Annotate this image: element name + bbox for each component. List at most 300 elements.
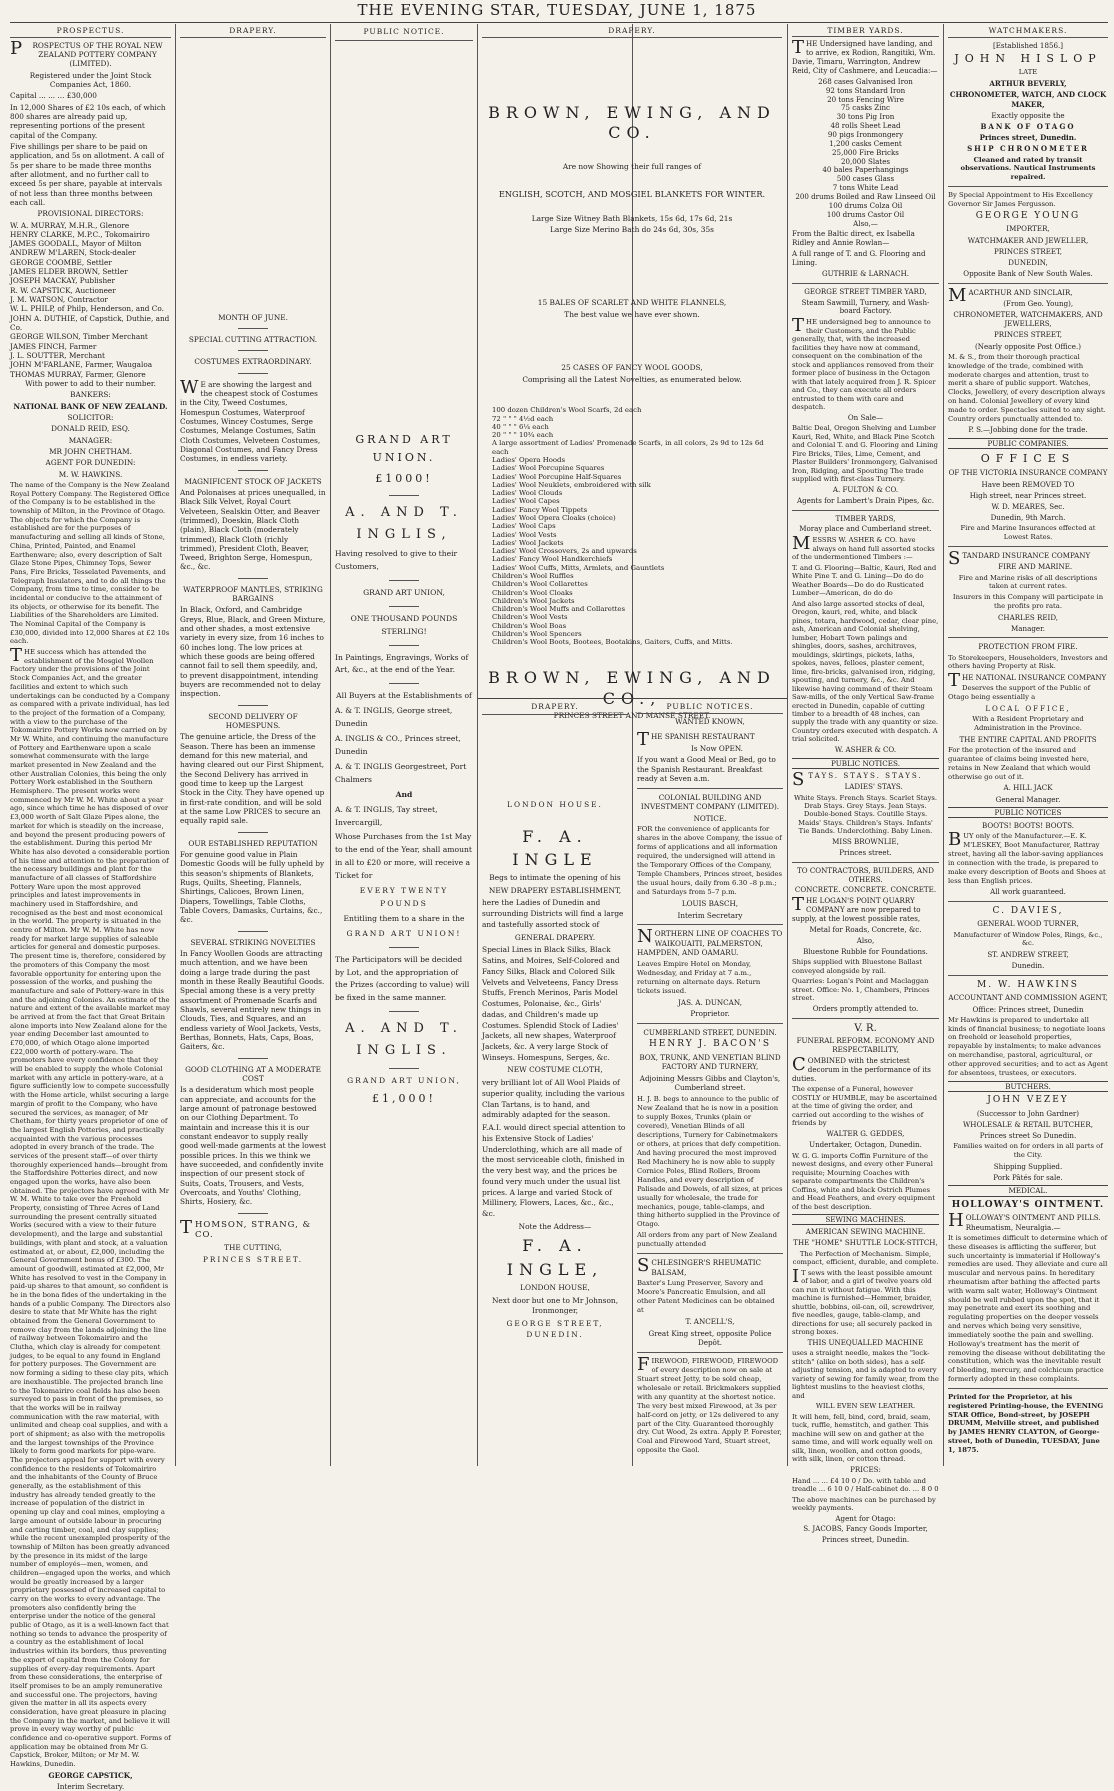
list-item: 20 tons Fencing Wire — [827, 94, 904, 104]
ad-body: (Successor to John Gardner) — [976, 1108, 1080, 1118]
signature: GUTHRIE & LARNACH. — [821, 268, 910, 278]
ad-heading: WILL EVEN SEW LEATHER. — [815, 1402, 916, 1411]
ad-body: The best value we have ever shown. — [564, 309, 700, 319]
ad-body: Mr Hawkins is prepared to undertake all kinds of financial business; to negotiate loans on freehold or leasehold properties, repayable by instalments; to make advances on merchandise, pastoral, agricultural, or other approved securities; and to act as Agent for absentees, trustees, or executors. — [948, 1015, 1108, 1077]
ad-heading: OF THE VICTORIA INSURANCE COMPANY — [948, 468, 1108, 478]
ad-body: In Fancy Woollen Goods are attracting much attention, and we have been doing a large trade during the past month in these Really Beautiful Goods. Special among these is a very pretty assortment of Promenade Scarfs and Shawls, several entirely new things in Clouds, Ties, and Squares, and an endless variety of Wool Jackets, Vests, Berthas, Bonnets, Hats, Caps, Boas, Gaiters, &c. — [180, 948, 325, 1052]
ad-heading: ARTHUR BEVERLY, — [989, 79, 1067, 89]
manager: MR JOHN CHETHAM. — [49, 447, 132, 457]
ad-body: H. J. B. begs to announce to the public of New Zealand that he is now in a position to supply Boxes, Trunks (plain or covered), Venetian Blinds of all descriptions, Turnery for Cabinetmakers or others, at prices that defy competition. And having procured the most improved Red Machinery he is now able to supply Cornice Poles, Blind Rollers, Broom Handles, and every description of Palisade and Dowels, of all sizes, at prices usually for wholesale, the trade for mechanics, pouge, table-clamps, and thing hitherto supplied in the Province of Otago. — [637, 1094, 783, 1229]
ad-heading: GENERAL DRAPERY. — [514, 932, 596, 942]
list-item: W. L. PHILP, of Philp, Henderson, and Co. — [10, 304, 164, 314]
ad-body: Baltic Deal, Oregon Shelving and Lumber Kauri, Red, White, and Black Pine Scotch and Colonial T. and G. Flooring and Lining Fire Bricks, Tiles, Lime, Cement, and Plaster Builders' Ironmongery, Galvanised Iron, Ridging, and Spouting The trade supplied with first-class Turnery. — [792, 424, 939, 484]
price-list: Hand ... ... £4 10 0 / Do. with table and treadle ... 6 10 0 / Half-cabinet do. ... 8 0 0 — [792, 1476, 939, 1494]
ad-body: WE are showing the largest and the cheapest stock of Costumes in the City, Tweed Costumes, Homespun Costumes, Waterproof Costumes, Wincey Costumes, Serge Costumes, Melange Costumes, Satin Cloth Costumes, Velveteen Costumes, Diagonal Costumes, and Fancy Dress Costumes, in endless variety. — [180, 376, 321, 464]
list-item: JAMES ELDER BROWN, Settler — [10, 267, 128, 277]
ad-heading: SCHLESINGER'S RHEUMATIC BALSAM, — [637, 1255, 762, 1277]
divider — [948, 283, 1108, 284]
list-item: Children's Wool Collarettes — [492, 580, 588, 589]
ad-heading: THE ENTIRE CAPITAL AND PROFITS — [959, 734, 1097, 744]
goods-list — [482, 406, 782, 646]
column-prospectus — [10, 26, 171, 1791]
ad-body: M. & S., from their thorough practical knowledge of the trade, combined with moderate charges and attention, trust to merit a share of public support. Watches, Clocks, Jewellery, of every description always on hand. Colonial Jewellery of every kind made to order. Spectacles suited to any sight. Country orders punctually attended to. — [948, 352, 1106, 423]
ad-body: BUY only of the Manufacturer.—E. K. M'LESKEY, Boot Manufacturer, Rattray street, having all the labor-saving appliances in connection with the trade, is prepared to make every description of Boots and Shoes at less than English prices. — [948, 829, 1106, 885]
ad-heading: WANTED KNOWN, — [675, 716, 745, 726]
list-item: 7 tons White Lead — [832, 183, 899, 193]
ad-body: In Paintings, Engravings, Works of Art, &c., at the end of the Year. — [335, 652, 469, 675]
firm-name: JOHN VEZEY — [987, 1094, 1069, 1105]
ad-heading: On Sale— — [847, 412, 884, 422]
ad-body: Comprising all the Latest Novelties, as enumerated below. — [522, 374, 742, 384]
ad-body: Pork Pâtés for sale. — [993, 1173, 1063, 1183]
ad-body: Fire and Marine Insurances effected at Lowest Rates. — [960, 524, 1096, 542]
ad-body: Entitling them to a share in the — [343, 913, 465, 923]
ad-body: Insurers in this Company will participate in the profits pro rata. — [952, 593, 1104, 611]
divider — [238, 705, 268, 706]
signature-title: Interim Secretary. — [56, 1782, 125, 1791]
price-line: Large Size Witney Bath Blankets, 15s 6d, 17s 6d, 21s — [531, 213, 733, 223]
divider — [238, 832, 268, 833]
divider — [389, 580, 419, 581]
ad-body: Have been REMOVED TO — [981, 479, 1075, 489]
ad-heading: WATERPROOF MANTLES, STRIKING BARGAINS — [183, 584, 323, 604]
signature: LOUIS BASCH, — [681, 899, 739, 909]
ad-heading: COSTUMES EXTRAORDINARY. — [194, 357, 312, 367]
ad-body: Families waited on for orders in all parts of the City. — [953, 1142, 1103, 1160]
list-item: R. W. CAPSTICK, Auctioneer — [10, 285, 116, 295]
divider — [238, 350, 268, 351]
prospectus-body: The name of the Company is the New Zealand Royal Pottery Company. The Registered Office of the Company is to be established in the township of Milton, in the Province of Otago. The objects for which the Company is established are for the purposes of manufacturing and selling all kinds of Stone, China, Printed, Painted, and Enamel Earthenware; also, every description of Salt Glaze Stone Pipes, Chimney Tops, Sewer Pans, Fire Bricks, Tesselated Pavements, and Telegraph Insulators, and to do all things the Company, from time to time, consider to be incidental or conducive to the attainment of its objects, or otherwise for its benefit. The Liabilities of the Shareholders are Limited. The Nominal Capital of the Company is £30,000, divided into 12,000 Shares at £2 10s each. — [10, 481, 170, 646]
list-item: JOHN A. DUTHIE, of Capstick, Duthie, and Co. — [10, 313, 170, 333]
list-item: Children's Wool Ruffles — [492, 571, 574, 580]
ad-body: The Perfection of Mechanism. Simple, compact, efficient, durable, and complete. — [792, 1249, 939, 1267]
list-item: THOMAS MURRAY, Farmer, Glenore — [10, 369, 146, 379]
list-item: Children's Wool Spencers — [492, 629, 582, 638]
list-item: 72 " " " 4½d each — [492, 414, 554, 423]
divider — [238, 931, 268, 932]
section-heading: DRAPERY. — [180, 26, 326, 38]
divider — [792, 1018, 939, 1019]
divider — [238, 373, 268, 374]
agent: M. W. HAWKINS. — [58, 469, 123, 479]
masthead: THE EVENING STAR, TUESDAY, JUNE 1, 1875 — [357, 1, 757, 19]
firm-address: Great King street, opposite Police Depôt. — [648, 1328, 772, 1348]
ad-heading: STANDARD INSURANCE COMPANY — [948, 548, 1091, 570]
prospectus-body: THE success which has attended the establishment of the Mosgiel Woollen Factory under the provisions of the Joint Stock Companies Act, and the greater facilities and extent to which such undertakings can be conducted by a Company as compared with a private individual, has led to the project of the formation of a Company, with a view to the purchase of the Tokomairiro Pottery Works now carried on by Mr W. White, and continuing the manufacture of Pottery and Earthenware upon a scale somewhat commensurate with the large market presented in New Zealand and the other Australian Colonies, this being the only Pottery Work established in the Southern Hemisphere. The present works were commenced by Mr W. M. White about a year ago, since which time he has disposed of over £3,000 worth of Salt Glaze Pipes alone, the market for which is steadily on the increase, and beyond the present producing powers of the establishment. During this period Mr White has also devoted a considerable portion of his time and attention to the preparation of the necessary buildings and plant for the manufacture of all classes of Staffordshire Pottery Ware upon the most approved principles and latest improvements in machinery used in Staffordshire, and recognised as the best and most economical in the world. The property is situated in the centre of Milton. Mr W. M. White has now ready for market large supplies of saleable articles for general and domestic purposes. The present time is, therefore, considered by the promoters of this Company the most favorable opportunity for entering upon the possession of the works, and pushing the manufacture and sale of Pottery-ware in this and the adjoining Colonies. An estimate of the nature and extent of the available market may be arrived at from the fact that Great Britain alone imports into New Zealand alone for the year ending December last amounted to £70,000, of which Otago alone imported £22,000 worth of pottery-ware. The promoters have every confidence that they will be enabled to supply the whole Colonial market with any article in pottery-ware, at a figure sufficiently low to compete successfully with the Home article, whilst securing a large margin of profit to the Company, who have secured the services, as manager, of Mr Chetham, for thirty years proprietor of one of the largest English Potteries, and practically acquainted with the various processes adopted in every branch of the trade. The services of the present staff—of over thirty thoroughly experienced hands—brought from the Staffordshire Potteries direct, and now engaged upon the works, have also been obtained. The projectors have agreed with Mr W. M. White to take over the Freehold Property, consisting of Three Acres of Land surrounding the present centrally situated Works (secured with a view to their future development), and the large and substantial buildings, with plant and stock, at a valuation estimated at, or about, £2,000, including the General Government bonus of £300. The amount of goodwill, estimated at £2,000, Mr White has resolved to vest in the Company in paid-up shares to that amount, so confident is he in the bona fides of the undertaking in the hands of a public Company. The Directors also desire to state that Mr White has the right obtained from the General Government to remove clay from the lands adjoining the line of railway between Tokomairiro and the Clutha, which clay is already for competent judges, to be equal to any found in England for pottery purposes. The Government are now forming a siding to these clay pits, which are inexhaustible. The projected branch line to the Tokomairiro coal fields has also been surveyed to pass in front of the premises, so that the works will be in railway communication with the raw material, with unlimited and cheap coal supplies, and with a port of shipment; as also with the metropolis and the largest townships of the Province likely to form good markets for pipe-ware. The projectors appeal for support with every confidence to the residents of Tokomairiro and the inhabitants of the County of Bruce generally, as the establishment of this industry has already tended greatly to the increase of population of the district in opening up clay and coal mines, employing a large amount of outside labour in procuring and carting timber, coal, and clay supplies; while the recent unexampled prosperity of the township of Milton has been greatly advanced by the presence in its midst of the large number of employés—men, women, and children—engaged upon the works, and which would be greatly increased by a larger proprietary possessed of increased capital to carry on the works to every advantage. The promoters also confidently bring the enterprise under the notice of the general public of Otago, as it is a well-known fact that nothing so tends to advance the prosperity of a country as the establishment of local industries within its borders, thus preventing the export of capital from the Colony for supplies of every-day requirements. Apart from these considerations, the enterprise of itself promises to be an amply remunerative and successful one. The projectors, having given the matter in all its aspects every consideration, have great pleasure in placing the Company in the market, and believe it will prove in every way worthy of public confidence and co-operative support. Forms of application may be obtained from Mr G. Capstick, Broker, Milton; or Mr M. W. Hawkins, Dunedin. — [10, 645, 171, 1769]
solicitor-heading: SOLICITOR: — [67, 413, 114, 423]
ad-body: It will hem, fell, bind, cord, braid, seam, tuck, ruffle, hemstitch, and gather. This machine will sew on and gather at the same time, and will work equally well on silk, linen, woollen, and cotton goods, with silk, linen, or cotton thread. — [792, 1412, 933, 1464]
signature-title: Proprietor. — [690, 1009, 730, 1019]
ad-body: Exactly opposite the — [991, 110, 1065, 120]
firm-address: LONDON HOUSE, — [520, 1282, 590, 1292]
list-item: Children's Wool Cloaks — [492, 588, 573, 597]
prospectus-title: PROSPECTUS OF THE ROYAL NEW ZEALAND POTTERY COMPANY (LIMITED). — [10, 37, 163, 69]
ad-body: High street, near Princes street. — [969, 490, 1087, 500]
signature-title: Manager. — [1011, 624, 1045, 634]
signature: CHARLES REID, — [997, 612, 1059, 622]
ad-heading: CONCRETE. CONCRETE. CONCRETE. — [794, 885, 937, 895]
column-rule — [175, 24, 176, 1466]
ad-body: Is a desideratum which most people can appreciate, and accounts for the large amount of patronage bestowed on our Clothing Department. To maintain and increase this it is our constant endeavor to supply really good well-made garments at the lowest possible prices. In this we think we have succeeded, and confidently invite inspection of our present stock of Suits, Coats, Trousers, and Vests, Overcoats, and Youths' Clothing, Shirts, Hosiery, &c. — [180, 1085, 327, 1207]
ad-body: F.A.I. would direct special attention to his Extensive Stock of Ladies' Underclothing, which are all made of the most serviceable cloth, finished in the very best way, and the prices be found very much under the usual list prices. A large and varied Stock of Millinery, Flowers, Laces, &c., &c., &c. — [482, 1123, 626, 1219]
prize-amount: £1000! — [375, 472, 433, 486]
list-item: Children's Wool Boots, Bootees, Bootakins, Gaiters, Cuffs, and Mitts. — [492, 638, 733, 647]
list-item: Ladies' Opera Hoods — [492, 456, 565, 464]
ad-heading: THE NATIONAL INSURANCE COMPANY — [948, 670, 1107, 692]
crest-letters: V. R. — [854, 1022, 877, 1034]
signature: JAS. A. DUNCAN, — [678, 997, 742, 1007]
ad-body: Are now Showing their full ranges of — [562, 161, 702, 171]
establishment: A. & T. INGLIS, George street, Dunedin — [335, 706, 453, 729]
divider — [389, 947, 419, 948]
list-item: Children's Wool Jackets — [492, 596, 575, 605]
shares: In 12,000 Shares of £2 10s each, of which 800 shares are already paid up, representing portions of the present capital of the Company. — [10, 102, 166, 140]
firm-address: Next door but one to Mr Johnson, Ironmonger, — [491, 1295, 619, 1316]
ad-body: ST. ANDREW STREET, — [987, 950, 1069, 960]
column-public-notice — [335, 26, 473, 1466]
divider — [792, 510, 939, 511]
ad-body: With a Resident Proprietary and Administration in the Province. — [972, 715, 1084, 733]
ad-body: Office: Princes street, Dunedin — [972, 1004, 1084, 1014]
ad-heading: NOTICE. — [693, 813, 727, 823]
ad-heading: CHRONOMETER, WATCHMAKERS, AND JEWELLERS, — [953, 309, 1103, 329]
list-item: JOHN M'FARLANE, Farmer, Waugaloa — [10, 360, 153, 370]
section-heading: BUTCHERS. — [948, 1081, 1108, 1092]
ad-body: THE Undersigned have landing, and to arrive, ex Rodion, Rangitiki, Wm. Davie, Timaru, Warrington, Andrew Reid, City of Cashmere, and Leucadia:— — [792, 37, 938, 75]
section-heading: PUBLIC NOTICE. — [335, 26, 473, 41]
ad-heading: BOOTS! BOOTS! BOOTS. — [982, 821, 1074, 831]
divider — [948, 637, 1108, 638]
ad-body: here the Ladies of Dunedin and surrounding Districts will find a large and tastefully assorted stock of — [482, 898, 624, 929]
conjunction: And — [395, 789, 413, 799]
ad-body: FOR the convenience of applicants for shares in the above Company, the issue of forms of applications and all information required, the undersigned will attend in the Temporary Offices of the Company, Temple Chambers, Princes street, besides the usual hours, daily from 6.30 –8 p.m.; and Saturdays from 5–7 p.m. — [637, 825, 783, 897]
ad-heading: LOCAL OFFICE, — [985, 704, 1071, 714]
divider — [389, 606, 419, 607]
ad-body: Moray place and Cumberland street. — [799, 524, 932, 534]
list-item: J. M. WATSON, Contractor — [10, 295, 108, 305]
section-heading: PUBLIC NOTICES — [948, 807, 1108, 818]
ad-heading: MONTH OF JUNE. — [218, 312, 288, 322]
ad-heading: GOOD CLOTHING AT A MODERATE COST — [185, 1064, 321, 1083]
ad-body: DUNEDIN, — [1008, 258, 1048, 268]
list-item: Children's Wool Muffs and Collarettes — [492, 605, 625, 614]
divider — [637, 1352, 783, 1353]
ad-body: THE LOGAN'S POINT QUARRY COMPANY are now prepared to supply, at the lowest possible rates, — [792, 894, 921, 923]
signature-title: Princes street, Dunedin. — [821, 1535, 910, 1545]
signature: W. ASHER & CO. — [834, 744, 897, 754]
signature-title: General Manager. — [995, 794, 1061, 804]
ad-body: For genuine good value in Plain Domestic Goods will be fully upheld by this season's shipments of Blankets, Rugs, Quilts, Sheeting, Flannels, Shirtings, Calicoes, Brown Linen, Diapers, Towellings, Table Cloths, Table Covers, Damasks, Curtains, &c., &c. — [180, 850, 325, 925]
divider — [637, 924, 783, 925]
list-item: Children's Wool Vests — [492, 613, 568, 622]
column-rule — [477, 24, 478, 1466]
firm-address: PRINCES STREET. — [202, 1254, 304, 1264]
list-item: 40 " " " 6¼ each — [492, 422, 549, 431]
firm-name: BROWN, EWING, AND CO., — [488, 668, 776, 708]
manager-heading: MANAGER: — [68, 435, 113, 445]
firm-address: GEORGE STREET, DUNEDIN. — [506, 1319, 604, 1339]
list-item: GEORGE WILSON, Timber Merchant — [10, 332, 148, 342]
ad-heading: GRAND ART UNION, — [363, 587, 445, 597]
ad-heading: TO CONTRACTORS, BUILDERS, AND OTHERS. — [797, 865, 934, 884]
firm-name: F. A. INGLE — [512, 826, 598, 869]
capital: Capital ... ... ... £30,000 — [10, 91, 97, 101]
ad-body: Ships supplied with Bluestone Ballast conveyed alongside by rail. — [792, 958, 923, 975]
ad-body: Bluestone Rubble for Foundations. — [803, 946, 928, 956]
list-item: J. L. SOUTTER, Merchant — [10, 351, 105, 361]
divider — [238, 1058, 268, 1059]
section-rule — [478, 698, 787, 699]
ad-body: White Stays. French Stays. Scarlet Stays. Drab Stays. Grey Stays. Jean Stays. Double-boned Stays. Coutille Stays. Maids' Stays. Children's Stays. Infants' Tie Bands. Underclothing. Baby Linen. — [793, 793, 938, 836]
firm-name: C. DAVIES, — [992, 905, 1064, 916]
ad-body: Shipping Supplied. — [993, 1161, 1063, 1171]
column-timber-yards — [792, 26, 939, 1545]
ad-body: Dunedin, 9th March. — [990, 513, 1066, 523]
ad-heading: WHOLESALE & RETAIL BUTCHER, — [963, 1119, 1093, 1129]
ad-body: Note the Address— — [518, 1221, 592, 1231]
solicitor: DONALD REID, ESQ. — [51, 424, 130, 434]
ad-heading: GRAND ART UNION. — [355, 432, 453, 465]
ad-body: From the Baltic direct, ex Isabella Ridley and Annie Rowlan— — [792, 229, 915, 248]
ad-heading: WATCHMAKER AND JEWELLER, — [967, 235, 1089, 245]
ad-body: Is Now OPEN. — [691, 743, 743, 753]
ad-heading: THE SPANISH RESTAURANT — [637, 729, 755, 751]
ad-heading: 25 CASES OF FANCY WOOL GOODS, — [561, 363, 703, 373]
divider — [389, 683, 419, 684]
ad-body: [Established 1856.] — [992, 40, 1064, 50]
signature: GEORGE CAPSTICK, — [48, 1770, 133, 1780]
prize-amount: £1,000! — [372, 1092, 436, 1106]
list-item: With power to add to their number. — [25, 379, 156, 389]
ad-heading: OUR ESTABLISHED REPUTATION — [188, 838, 318, 848]
list-item: 1,200 casks Cement — [829, 138, 902, 148]
ad-heading: PROTECTION FROM FIRE. — [978, 642, 1078, 652]
bankers: NATIONAL BANK OF NEW ZEALAND. — [13, 401, 168, 411]
section-heading: TIMBER YARDS. — [792, 26, 939, 37]
divider — [637, 1253, 783, 1254]
divider — [948, 975, 1108, 976]
list-item: 25,000 Fire Bricks — [832, 147, 899, 157]
registered: Registered under the Joint Stock Companies Act, 1860. — [29, 70, 152, 89]
list-item: JAMES GOODALL, Mayor of Milton — [10, 239, 142, 249]
firm-name: HENRY J. BACON'S — [648, 1039, 772, 1050]
signature: A. FULTON & CO. — [832, 484, 899, 494]
divider — [389, 645, 419, 646]
establishment: A. & T. INGLIS Georgestreet, Port Chalmers — [335, 761, 467, 784]
list-item: Ladies' Wool Opera Cloaks (choice) — [492, 513, 616, 522]
ad-body: The Participators will be decided by Lot, and the appropriation of the Prizes (according to value) will be fixed in the same manner. — [335, 954, 470, 1003]
ad-body: Manufacturer of Window Poles, Rings, &c., &c. — [953, 930, 1103, 948]
list-item: Children's Wool Boas — [492, 621, 567, 630]
list-item: HENRY CLARKE, M.P.C., Tokomairiro — [10, 229, 150, 239]
list-item: Ladies' Wool Vests — [492, 530, 557, 539]
column-drapery — [180, 26, 326, 1466]
section-heading: PUBLIC NOTICES. — [792, 758, 939, 769]
ad-heading: NEW COSTUME CLOTH, — [507, 1065, 603, 1075]
ad-body: IT sews with the least possible amount of labor, and a girl of twelve years old can run it without fatigue. With this machine is furnished—Hemmer, braider, shuttle, bobbins, oil-can, oil, screwdriver, five needles, gauge, table-clamp, and directions for use; all securely packed in strong boxes. — [792, 1265, 935, 1337]
ad-body: GENERAL WOOD TURNER, — [977, 919, 1079, 929]
divider — [389, 1011, 419, 1012]
ad-body: uses a straight needle, makes the "lock-stitch" (alike on both sides), has a self-adjusting tension, and is adapted to every variety of sewing for family wear, from the lightest muslins to the heaviest cloths, and — [792, 1349, 939, 1400]
signature: A. HILL JACK — [1003, 783, 1053, 793]
ad-heading: TIMBER YARDS, — [835, 513, 896, 523]
ad-body: W. G. G. imports Coffin Furniture of the newest designs, and every other Funeral requisite; Mourning Coaches with separate compartments the Children's Coffins, white and black Ostrich Plumes and Head Feathers, and every equipment of the best description. — [792, 1151, 935, 1211]
ad-body: Deserves the support of the Public of Otago being essentially a — [948, 684, 1091, 702]
ad-heading: OFFICES — [980, 452, 1076, 466]
signature: WALTER G. GEDDES, — [826, 1128, 905, 1138]
section-heading: DRAPERY. — [482, 26, 782, 38]
divider — [238, 328, 268, 329]
ad-heading: SHIP CHRONOMETER — [967, 144, 1089, 154]
ad-heading: NEW DRAPERY ESTABLISHMENT, — [488, 885, 622, 895]
ad-heading: FIRE AND MARINE. — [998, 562, 1073, 572]
section-heading: WATCHMAKERS. — [948, 26, 1108, 38]
list-item: Ladies' Wool Cuffs, Mitts, Armlets, and Gauntlets — [492, 563, 665, 572]
column-watchmakers — [948, 26, 1108, 1466]
divider — [792, 283, 939, 284]
ad-body: (Nearly opposite Post Office.) — [975, 341, 1081, 351]
ad-body: And also large assorted stocks of deal, Oregon, kauri, red, white, and black pines, totara, hardwood, cedar, clear pine, ash, American and Colonial shelving, lumber, Hobart Town palings and shingles, doors, sashes, architraves, mouldings, skirtings, pickets, laths, spokes, naves, felloes, plaster cement, lime, fire-bricks, galvanised iron, ridging, spouting, and turnery, &c., &c. And likewise having command of their Steam Saw-mills, of the only Vertical Saw-frame erected in Dunedin, capable of cutting timber to a breadth of 48 inches, can supply the trade with any quantity or size. Country orders executed with despatch. A trial solicited. — [792, 599, 939, 744]
ad-heading: BANK OF OTAGO — [980, 121, 1076, 131]
list-item: W. A. MURRAY, M.H.R., Glenore — [10, 220, 130, 230]
divider — [948, 1388, 1108, 1389]
firm-address: THE CUTTING, — [224, 1243, 282, 1253]
list-item: 75 casks Zinc — [840, 103, 891, 113]
directors-heading: PROVISIONAL DIRECTORS: — [37, 209, 144, 219]
ad-heading: THIS UNEQUALLED MACHINE — [807, 1337, 924, 1347]
ad-body: T. and G. Flooring—Baltic, Kauri, Red and White Pine T. and G. Lining—Do do do Weather Boards—Do do do Rusticated Lumber—American, do do do — [792, 563, 937, 598]
payment-terms: Five shillings per share to be paid on application, and 5s on allotment. A call of 5s per share to be made three months after allotment, and no further call to exceed 5s per share, payable at intervals of not less than three months between each call. — [10, 141, 164, 207]
section-heading: DRAPERY. — [482, 702, 628, 715]
signature-title: Undertaker, Octagon, Dunedin. — [809, 1139, 922, 1149]
ad-body: Orders promptly attended to. — [812, 1003, 919, 1013]
ad-body: To Storekeepers, Householders, Investors and others having Property at Risk. — [948, 653, 1108, 671]
list-item: Ladies' Fancy Wool Tippets — [492, 505, 588, 514]
stock-list — [792, 78, 939, 229]
ad-body: Dunedin. — [1011, 961, 1045, 971]
ad-heading: GEORGE STREET TIMBER YARD, — [804, 286, 927, 296]
divider — [389, 495, 419, 496]
column-rule — [943, 24, 944, 1466]
signature-title: Interim Secretary — [677, 910, 743, 920]
list-item: Ladies' Wool Capes — [492, 497, 560, 506]
list-item: JOSEPH MACKAY, Publisher — [10, 276, 115, 286]
firm-name: A. AND T. INGLIS. — [345, 1021, 463, 1059]
ad-body: Opposite Bank of New South Wales. — [963, 269, 1093, 279]
list-item: 40 bales Paperhangings — [822, 165, 909, 175]
establishment: A. & T. INGLIS, Tay street, Invercargill, — [335, 804, 438, 827]
ad-body: THE undersigned beg to announce to their Customers, and the Public generally, that, with the increased facilities they have now at command, consequent on the combination of the stock and appliances removed from their former place of business in the Octagon with that lately acquired from J. R. Spicer and Co., they can execute all orders entrusted to them with care and despatch. — [792, 315, 936, 412]
ad-body: IMPORTER, — [1006, 224, 1050, 234]
list-item: 30 tons Pig Iron — [836, 112, 895, 122]
ad-body: And Polonaises at prices unequalled, in Black Silk Velvet, Royal Court Velveteen, Sealskin Otter, and Beaver (trimmed), Doeskin, Black Cloth (plain), Black Cloth (moderately trimmed), Black Cloth (richly trimmed), President Cloth, Beaver, Tweed, Brighton Serge, Homespun, &c., &c. — [180, 487, 326, 572]
ad-body: The above machines can be purchased by weekly payments. — [792, 1495, 936, 1513]
list-item: Ladies' Wool Crossovers, 2s and upwards — [492, 547, 637, 556]
column-drapery-lower — [482, 702, 628, 1466]
ad-body: (From Geo. Young), — [1003, 298, 1074, 308]
list-item: Ladies' Wool Porcupine Half-Squares — [492, 472, 622, 481]
divider — [238, 1213, 268, 1214]
ad-heading: ENGLISH, SCOTCH, AND MOSGIEL BLANKETS FOR WINTER. — [498, 189, 766, 199]
ad-body: It is sometimes difficult to determine which of these diseases is afflicting the sufferer, but such uncertainty is immaterial if Holloway's remedies are used. They alleviate and cure all muscular and nervous pains. In hereditary rheumatism after bathing the affected parts with warm salt water, Holloway's Ointment should be well rubbed upon the spot, that it may penetrate and exert its soothing and regulating properties on the deeper vessels and nerves which being very sensitive, immediately soothe the pain and swelling. Holloway's treatment has the merit of removing the disease without debilitating the constitution, which was the inevitable result of bleeding, mercury, and colchicum practice formerly adopted in these complaints. — [948, 1233, 1108, 1384]
firm-address: PRINCES STREET AND MANSE STREET. — [553, 711, 711, 721]
ad-heading: STAYS. STAYS. STAYS. — [792, 768, 923, 790]
ad-heading: BOX, TRUNK, AND VENETIAN BLIND FACTORY AND TURNERY, — [639, 1052, 781, 1072]
divider — [948, 186, 1108, 187]
ad-body: Whose Purchases from the 1st May to the end of the Year, shall amount in all to £20 or more, will receive a Ticket for — [335, 832, 472, 881]
list-item: 500 cases Glass — [836, 174, 895, 184]
list-item: Ladies' Wool Neuklets, embroidered with silk — [492, 480, 651, 489]
ad-heading: LADIES' STAYS. — [844, 781, 903, 791]
ad-heading: MAGNIFICENT STOCK OF JACKETS — [184, 476, 322, 486]
list-item: Ladies' Wool Clouds — [492, 489, 563, 498]
list-item: Ladies' Wool Porcupine Squares — [492, 464, 605, 473]
masthead-rule — [10, 22, 1108, 23]
ad-body: LATE — [1018, 68, 1038, 77]
divider — [389, 1068, 419, 1069]
ad-heading: NORTHERN LINE OF COACHES TO WAIKOUAITI, PALMERSTON, HAMPDEN, AND OAMARU. — [637, 926, 783, 958]
divider — [948, 901, 1108, 902]
ad-heading: ONE THOUSAND POUNDS STERLING! — [350, 613, 458, 636]
ad-heading: SECOND DELIVERY OF HOMESPUNS. — [208, 711, 298, 731]
ad-heading: COLONIAL BUILDING AND INVESTMENT COMPANY (LIMITED). — [640, 792, 780, 812]
ad-body: Princes street, Dunedin. — [979, 133, 1077, 143]
section-heading: PUBLIC COMPANIES. — [948, 438, 1108, 449]
list-item: 92 tons Standard Iron — [825, 85, 906, 95]
ad-heading: HOLLOWAY'S OINTMENT AND PILLS. Rheumatism, Neuralgia.— — [948, 1210, 1101, 1232]
list-item: 48 rolls Sheet Lead — [830, 121, 901, 131]
ad-body: FIREWOOD, FIREWOOD, FIREWOOD of every description now on sale at Stuart street Jetty, to be sold cheap, wholesale or retail. Brickmakers supplied with any quantity at the shortest notice. The very best mixed Firewood, at 3s per half-cord on jetty, or 12s delivered to any part of the City. Guaranteed thoroughly dry. Cut Wood, 2s extra. Apply P. Forester, Coal and Firewood Yard, Stuart street, opposite the Gaol. — [637, 1353, 782, 1455]
ad-body: All Buyers at the Establishments of — [336, 691, 472, 701]
ad-body: All orders from any part of New Zealand punctually attended — [637, 1231, 777, 1249]
firm-name: T. ANCELL'S, — [685, 1317, 735, 1327]
ad-heading: CHRONOMETER, WATCH, AND CLOCK MAKER, — [949, 90, 1107, 109]
divider — [637, 788, 783, 789]
divider — [637, 1023, 783, 1024]
list-item: Ladies' Wool Caps — [492, 522, 556, 531]
list-item: 200 drums Boiled and Raw Linseed Oil — [795, 191, 936, 201]
ad-heading: ACCOUNTANT AND COMMISSION AGENT, — [948, 993, 1108, 1003]
firm-name: M. W. HAWKINS — [977, 979, 1079, 990]
ad-heading: SEVERAL STRIKING NOVELTIES — [190, 937, 316, 947]
firm-name: JOHN HISLOP — [954, 51, 1102, 65]
ad-heading: LONDON HOUSE. — [507, 799, 603, 809]
ad-body: A full range of T. and G. Flooring and Lining. — [792, 249, 926, 267]
signature-title: Agents for Lambert's Drain Pipes, &c. — [796, 495, 935, 505]
list-item: 100 drums Colza Oil — [828, 200, 903, 210]
divider — [948, 546, 1108, 547]
ad-body: Baxter's Lung Preserver, Savory and Moore's Pancreatic Emulsion, and all other Patent Medicines can be obtained at — [637, 1279, 775, 1315]
firm-name: THOMSON, STRANG, & CO. — [180, 1216, 312, 1241]
list-item: 90 pigs Ironmongery — [827, 129, 904, 139]
list-item: A large assortment of Ladies' Promenade Scarfs, in all colors, 2s 9d to 12s 6d each — [492, 439, 764, 456]
imprint: Printed for the Proprietor, at his registered Printing-house, the EVENING STAR Office, Bond-street, by JOSEPH DRUMM, Melville street, and published by JAMES HENRY CLAYTON, of George-street, both of Dunedin, TUESDAY, June 1, 1875. — [948, 1392, 1104, 1454]
ad-body: Cleaned and rated by transit observations. Nautical Instruments repaired. — [960, 155, 1096, 182]
ad-heading: GRAND ART UNION, — [347, 1076, 461, 1086]
ad-heading: THE "HOME" SHUTTLE LOCK-STITCH, — [793, 1237, 938, 1247]
firm-name: A. AND T. INGLIS, — [345, 504, 463, 542]
ad-body: COMBINED with the strictest decorum in the performance of its duties. — [792, 1053, 931, 1083]
firm-name: F. A. INGLE, — [506, 1236, 604, 1279]
ad-body: Fire and Marine risks of all descriptions taken at current rates. — [958, 573, 1098, 591]
list-item: 20,000 Slates — [840, 156, 891, 166]
ad-body: Begs to intimate the opening of his — [489, 872, 621, 882]
divider — [792, 862, 939, 863]
establishment: A. INGLIS & CO., Princes street, Dunedin — [335, 734, 461, 756]
ad-body: very brilliant lot of All Wool Plaids of superior quality, including the various Clan Tartans, is to hand, and admirably adapted for the season. — [482, 1078, 625, 1120]
ad-body: The expense of a Funeral, however COSTLY or HUMBLE, may be ascertained at the time of giving the order, and carried out according to the wishes of friends by — [792, 1085, 937, 1128]
ad-heading: PRINCES STREET, — [993, 246, 1063, 256]
